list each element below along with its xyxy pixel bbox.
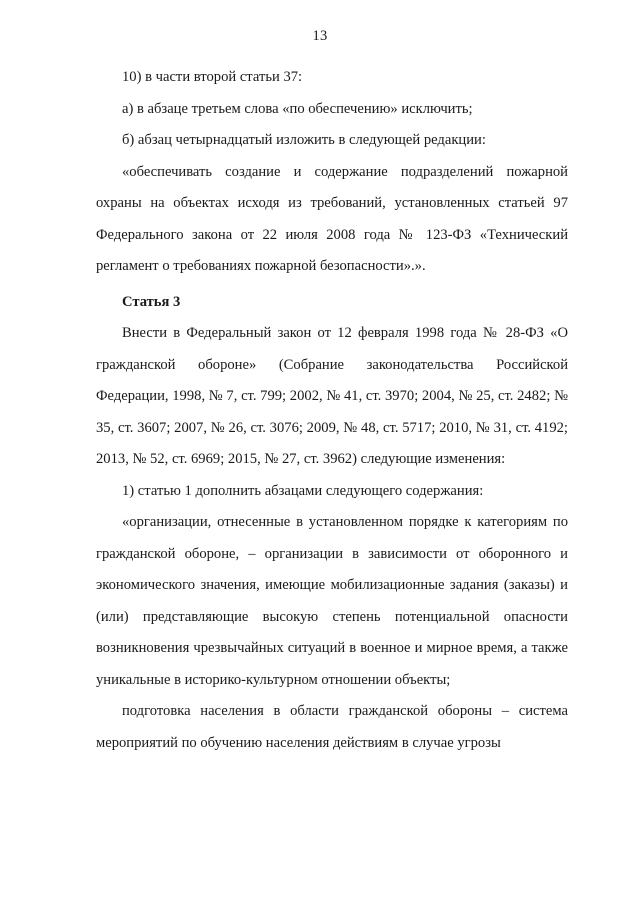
paragraph-article-3-intro: Внести в Федеральный закон от 12 февраля 1998 года № 28-ФЗ «О гражданской обороне» (Собрание законодательства Российской Федерации, 1998, № 7, ст. 799; 2002, № 41, ст. 3970; 2004, № 25, ст. 2482; № 35, ст. 3607; 2007, № 26, ст. 3076; 2009, № 48, ст. 5717; 2010, № 31, ст. 4192; 2013, № 52, ст. 6969; 2015, № 27, ст. 3962) следующие изменения: (96, 325, 568, 467)
paragraph-item-1: 1) статью 1 дополнить абзацами следующего содержания: (122, 482, 484, 499)
paragraph-quote-population-training: подготовка населения в области гражданской обороны – система мероприятий по обучению населения действиям в случае угрозы (96, 703, 568, 751)
page-number: 13 (312, 28, 328, 44)
paragraph-item-10: 10) в части второй статьи 37: (122, 69, 303, 85)
document-body (96, 62, 568, 759)
paragraph-subitem-a: а) в абзаце третьем слова «по обеспечению» исключить; (122, 100, 473, 117)
heading-article-3: Статья 3 (122, 293, 181, 310)
paragraph-quote-fire-safety: «обеспечивать создание и содержание подразделений пожарной охраны на объектах исходя из требований, установленных статьей 97 Федерального закона от 22 июля 2008 года № 123-ФЗ «Технический регламент о требованиях пожарной безопасности».». (96, 163, 568, 274)
paragraph-subitem-b: б) абзац четырнадцатый изложить в следующей редакции: (122, 132, 486, 148)
paragraph-quote-organizations: «организации, отнесенные в установленном порядке к категориям по гражданской обороне, – организации в зависимости от оборонного и экономического значения, имеющие мобилизационные задания (заказы) и (или) представляющие высокую степень потенциальной опасности возникновения чрезвычайных ситуаций в военное и мирное время, а также уникальные в историко-культурном отношении объекты; (96, 514, 568, 688)
